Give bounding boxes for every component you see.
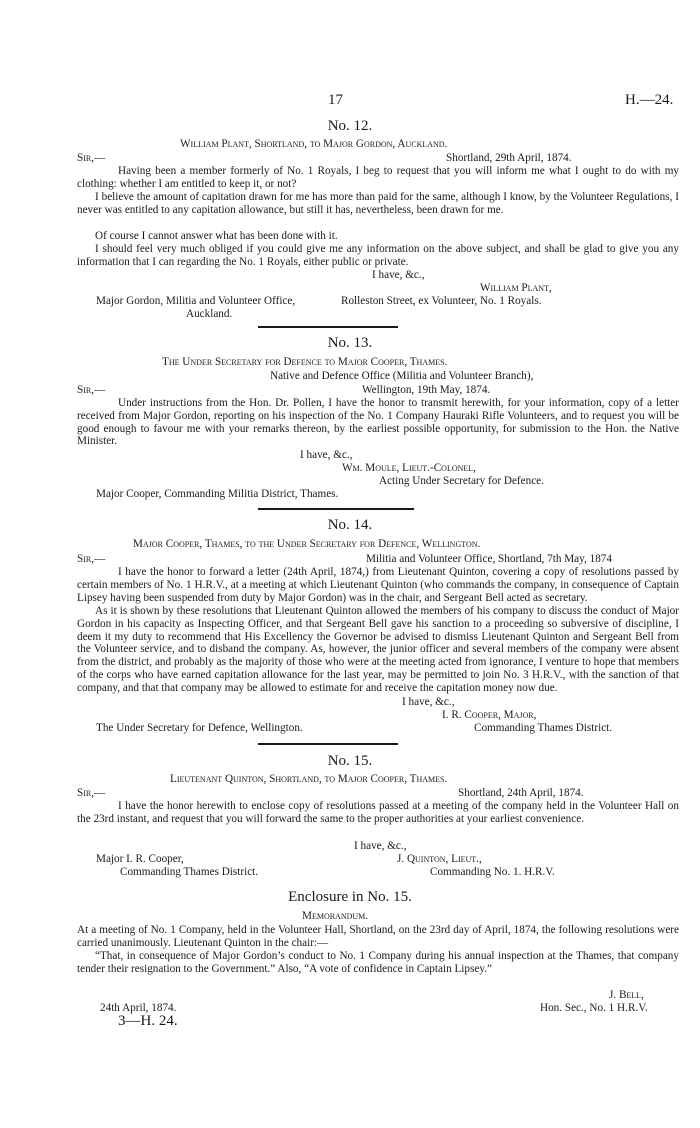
letter-title: Major Cooper, Thames, to the Under Secretary for Defence, Wellington. [133,538,481,550]
page-number: 17 [328,92,343,108]
closing: I have, &c., [402,696,455,708]
signature-line: Hon. Sec., No. 1 H.R.V. [540,1002,648,1014]
letter-paragraph: I have the honor herewith to enclose copy of resolutions passed at a meeting of the company held in the Volunteer Hall on the 23rd instant, and request that you will forward the same to the proper authorities at your earliest convenience. [77,800,679,825]
section-divider [258,326,398,328]
signature: Wm. Moule, Lieut.-Colonel, [342,462,476,474]
signature-line: Acting Under Secretary for Defence. [379,475,544,487]
section-divider [258,743,398,745]
memorandum-heading: Memorandum. [302,910,369,922]
signature-line: Rolleston Street, ex Volunteer, No. 1 Royals. [341,295,542,307]
signature: William Plant, [480,282,552,294]
salutation: Sir,— [77,787,106,799]
office-line: Native and Defence Office (Militia and Volunteer Branch), [270,370,534,382]
closing: I have, &c., [372,269,425,281]
letter-number: No. 13. [327,335,373,351]
place-date: Shortland, 29th April, 1874. [446,152,572,164]
signature: I. R. Cooper, Major, [442,709,537,721]
salutation: Sir,— [77,384,106,396]
letter-paragraph: I should feel very much obliged if you could give me any information on the above subject, and shall be glad to give you any information that I can regarding the No. 1 Royals, either public or private. [77,243,679,268]
salutation: Sir,— [77,152,106,164]
letter-paragraph: Under instructions from the Hon. Dr. Pollen, I have the honor to transmit herewith, for your information, copy of a letter received from Major Gordon, reporting on his inspection of the No. 1 Company Hauraki Rifle Volunteers, and to request you will be good enough to favour me with your remarks thereon, by the earliest possible opportunity, for submission to the Hon. the Native Minister. [77,397,679,448]
salutation: Sir,— [77,553,106,565]
signature: J. Quinton, Lieut., [397,853,482,865]
letter-title: The Under Secretary for Defence to Major Cooper, Thames. [162,356,448,368]
addressee: Major I. R. Cooper, [96,853,184,865]
addressee: The Under Secretary for Defence, Wellington. [96,722,303,734]
signature: J. Bell, [609,989,644,1001]
letter-number: No. 14. [327,517,373,533]
letter-paragraph: Having been a member formerly of No. 1 Royals, I beg to request that you will inform me what I ought to do with my clothing: whether I am entitled to keep it, or not? [77,165,679,190]
place-date: Militia and Volunteer Office, Shortland, 7th May, 1874 [366,553,612,565]
enclosure-title: Enclosure in No. 15. [288,889,412,905]
place-date: Shortland, 24th April, 1874. [458,787,584,799]
letter-number: No. 15. [327,753,373,769]
addressee: Auckland. [186,308,233,320]
letter-number: No. 12. [327,118,373,134]
letter-title: Lieutenant Quinton, Shortland, to Major Cooper, Thames. [170,773,448,785]
place-date: Wellington, 19th May, 1874. [362,384,491,396]
signature-line: Commanding Thames District. [474,722,613,734]
signature-line: Commanding No. 1. H.R.V. [430,866,555,878]
addressee: Major Cooper, Commanding Militia District, Thames. [96,488,339,500]
letter-paragraph: I believe the amount of capitation drawn for me has more than paid for the same, although I know, by the Volunteer Regulations, I never was entitled to any capitation allowance, but still it has, nevertheless, been drawn for me. [77,191,679,216]
closing: I have, &c., [300,449,353,461]
document-reference: H.—24. [625,92,674,108]
letter-title: William Plant, Shortland, to Major Gordon, Auckland. [180,138,448,150]
footer-reference: 3—H. 24. [118,1013,178,1029]
addressee: Commanding Thames District. [120,866,259,878]
letter-paragraph: I have the honor to forward a letter (24th April, 1874,) from Lieutenant Quinton, covering a copy of resolutions passed by certain members of No. 1 H.R.V., at a meeting at which Lieutenant Quinton (who commands the company, in consequence of Captain Lipsey having been suspended from duty by Major Gordon) was in the chair, and Sergeant Bell acted as secretary. [77,566,679,604]
memo-date: 24th April, 1874. [100,1002,177,1014]
resolution-text: “That, in consequence of Major Gordon’s conduct to No. 1 Company during his annual inspection at the Thames, that company tender their resignation to the Government.” Also, “A vote of confidence in Captain Lipsey.” [77,950,679,975]
memorandum-text: At a meeting of No. 1 Company, held in the Volunteer Hall, Shortland, on the 23rd day of April, 1874, the following resolutions were carried unanimously. Lieutenant Quinton in the chair:— [77,924,679,949]
closing: I have, &c., [354,840,407,852]
addressee: Major Gordon, Militia and Volunteer Office, [96,295,296,307]
letter-paragraph: Of course I cannot answer what has been done with it. [95,230,338,242]
section-divider [258,508,414,510]
letter-paragraph: As it is shown by these resolutions that Lieutenant Quinton allowed the members of his company to discuss the conduct of Major Gordon in his capacity as Inspecting Officer, and that Sergeant Bell gave his sanction to a proceeding so subversive of discipline, I deem it my duty to recommend that His Excellency the Governor be advised to dismiss Lieutenant Quinton and Sergeant Bell from the Volunteer service, and to disband the company. As, however, the junior officer and several members of the company were absent from the district, and probably as the majority of those who were at the meeting acted from ignorance, I venture to hope that members of the corps who have earned capitation allowance for the last year, may be permitted to join No. 3 H.R.V., with the sanction of that company, and that that company may be allowed to estimate for and receive the capitation money now due. [77,605,679,694]
